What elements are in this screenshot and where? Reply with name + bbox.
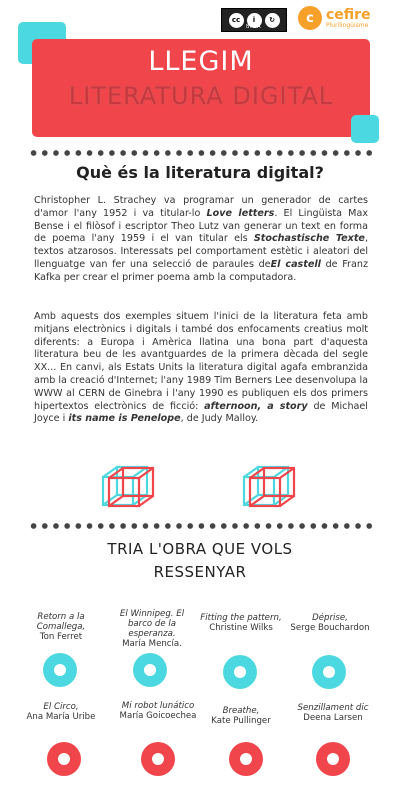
select-work-button[interactable] (43, 653, 77, 687)
wireframe-cube-illustration (241, 463, 299, 509)
page-title: LLEGIM (148, 46, 254, 77)
creative-commons-icon: cc (229, 13, 244, 28)
share-alike-icon: ↻ (265, 13, 280, 28)
work-item[interactable]: El Circo, Ana María Uribe (26, 702, 96, 722)
select-work-button[interactable] (133, 653, 167, 687)
page-subtitle: LITERATURA DIGITAL (68, 82, 334, 110)
select-work-button[interactable] (47, 742, 81, 776)
work-item[interactable]: Breathe, Kate Pullinger (211, 706, 271, 726)
emphasized-title: afternoon, a story (204, 400, 308, 412)
work-item[interactable]: Fitting the pattern, Christine Wilks (200, 613, 282, 633)
emphasized-title: Stochastische Texte (253, 233, 365, 245)
select-work-button[interactable] (223, 655, 257, 689)
intro-paragraph-1: Christopher L. Strachey va programar un generador de cartes d'amor l'any 1952 i va titular-lo Love letters. El Lingüista Max Bense i el filòsof i escriptor Theo Lutz van generar un text en forma de poema l'any 1959 i el van titular els Stochastische Texte, textos atzarosos. Interessats pel comportament estètic i aleatori del llenguatge van fer una selecció de paraules deEl castell de Franz Kafka per crear el primer poema amb la computadora. (34, 195, 369, 283)
dotted-divider (28, 149, 372, 157)
intro-paragraph-2: Amb aquests dos exemples situem l'inici de la literatura feta amb mitjans electrònics i digitals i també dos enfocaments creatius molt diferents: a Europa i Amèrica llatina una bona part d'aquesta literatura beu de les avantguardes de la primera dècada del segle XX... En canvi, als Estats Units la literatura digital agafa embranzida amb la creació d'Internet; l'any 1989 Tim Berners Lee desenvolupa la WWW al CERN de Ginebra i l'any 1990 es publiquen els dos primers hipertextos electrònics de ficció: afternoon, a story de Michael Joyce i its name is Penelope, de Judy Malloy. (34, 311, 368, 425)
logo-name: cefire (326, 7, 371, 23)
work-item[interactable]: Mi robot lunático María Goicoechea (119, 701, 197, 721)
work-item[interactable]: Déprise, Serge Bouchardon (290, 613, 370, 633)
work-item[interactable]: Retorn a la Comallega, Ton Ferret (36, 612, 86, 642)
cefire-logo[interactable] (298, 6, 371, 30)
select-work-button[interactable] (141, 742, 175, 776)
emphasized-title: El castell (270, 258, 321, 270)
select-work-button[interactable] (316, 742, 350, 776)
dotted-divider (28, 522, 372, 530)
section-heading: Què és la literatura digital? (76, 163, 324, 182)
emphasized-title: Love letters (206, 207, 275, 219)
work-item[interactable]: Senzillament dic Deena Larsen (297, 703, 369, 723)
attribution-icon: i (247, 13, 262, 28)
select-work-heading: TRIA L'OBRA QUE VOLS RESSENYAR (107, 540, 293, 581)
select-work-button[interactable] (312, 655, 346, 689)
license-text: BY SA (246, 24, 261, 30)
decor-square-bottom-right (351, 115, 379, 143)
work-item[interactable]: El Winnipeg. El barco de la esperanza. María Mencía. (119, 609, 185, 649)
cefire-c-icon: c (298, 6, 322, 30)
select-work-button[interactable] (229, 742, 263, 776)
logo-subtitle: Plurilingüisme (326, 22, 369, 29)
wireframe-cube-illustration (100, 463, 158, 509)
cc-license-badge[interactable] (221, 8, 287, 32)
emphasized-title: its name is Penelope (68, 413, 181, 425)
